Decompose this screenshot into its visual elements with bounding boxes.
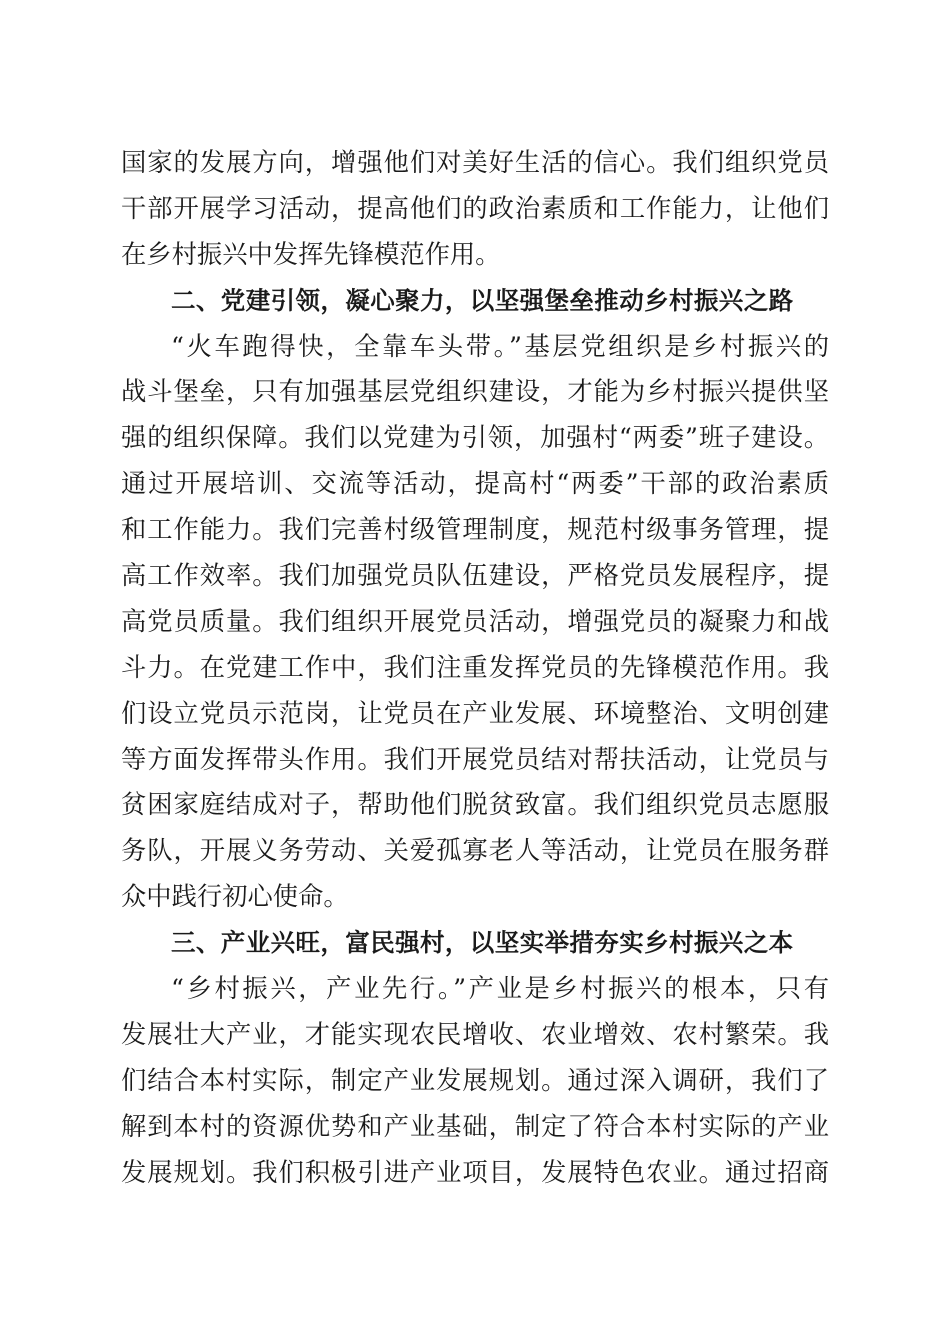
body-line: 干部开展学习活动，提高他们的政治素质和工作能力，让他们 <box>121 193 829 223</box>
section-three-paragraph <box>121 966 829 1195</box>
section-three-heading: 三、产业兴旺，富民强村，以坚实举措夯实乡村振兴之本 <box>171 928 794 958</box>
body-line: 发展规划。我们积极引进产业项目，发展特色农业。通过招商 <box>121 1157 829 1187</box>
body-line: “火车跑得快，全靠车头带。”基层党组织是乡村振兴的 <box>171 331 829 361</box>
body-line: 斗力。在党建工作中，我们注重发挥党员的先锋模范作用。我 <box>121 652 829 682</box>
body-line: 贫困家庭结成对子，帮助他们脱贫致富。我们组织党员志愿服 <box>121 790 829 820</box>
body-line: 等方面发挥带头作用。我们开展党员结对帮扶活动，让党员与 <box>121 744 829 774</box>
body-line: 国家的发展方向，增强他们对美好生活的信心。我们组织党员 <box>121 148 829 177</box>
body-line: 众中践行初心使命。 <box>121 882 349 912</box>
body-line: 战斗堡垒，只有加强基层党组织建设，才能为乡村振兴提供坚 <box>121 377 829 407</box>
body-line: 们结合本村实际，制定产业发展规划。通过深入调研，我们了 <box>121 1065 829 1095</box>
section-two-heading: 二、党建引领，凝心聚力，以坚强堡垒推动乡村振兴之路 <box>171 285 794 315</box>
body-line: 发展壮大产业，才能实现农民增收、农业增效、农村繁荣。我 <box>121 1019 829 1049</box>
body-line: 们设立党员示范岗，让党员在产业发展、环境整治、文明创建 <box>121 698 829 728</box>
body-line: 高党员质量。我们组织开展党员活动，增强党员的凝聚力和战 <box>121 606 829 636</box>
body-line: 务队，开展义务劳动、关爱孤寡老人等活动，让党员在服务群 <box>121 836 829 866</box>
intro-paragraph <box>121 140 829 278</box>
body-line: “乡村振兴，产业先行。”产业是乡村振兴的根本，只有 <box>171 974 829 1004</box>
section-two-paragraph <box>121 324 829 921</box>
body-line: 解到本村的资源优势和产业基础，制定了符合本村实际的产业 <box>121 1111 829 1141</box>
body-line: 高工作效率。我们加强党员队伍建设，严格党员发展程序，提 <box>121 561 829 591</box>
body-line: 在乡村振兴中发挥先锋模范作用。 <box>121 239 501 269</box>
body-line: 通过开展培训、交流等活动，提高村“两委”干部的政治素质 <box>121 469 829 499</box>
body-line: 强的组织保障。我们以党建为引领，加强村“两委”班子建设。 <box>121 423 829 453</box>
document-body <box>121 140 829 1195</box>
body-line: 和工作能力。我们完善村级管理制度，规范村级事务管理，提 <box>121 515 829 545</box>
